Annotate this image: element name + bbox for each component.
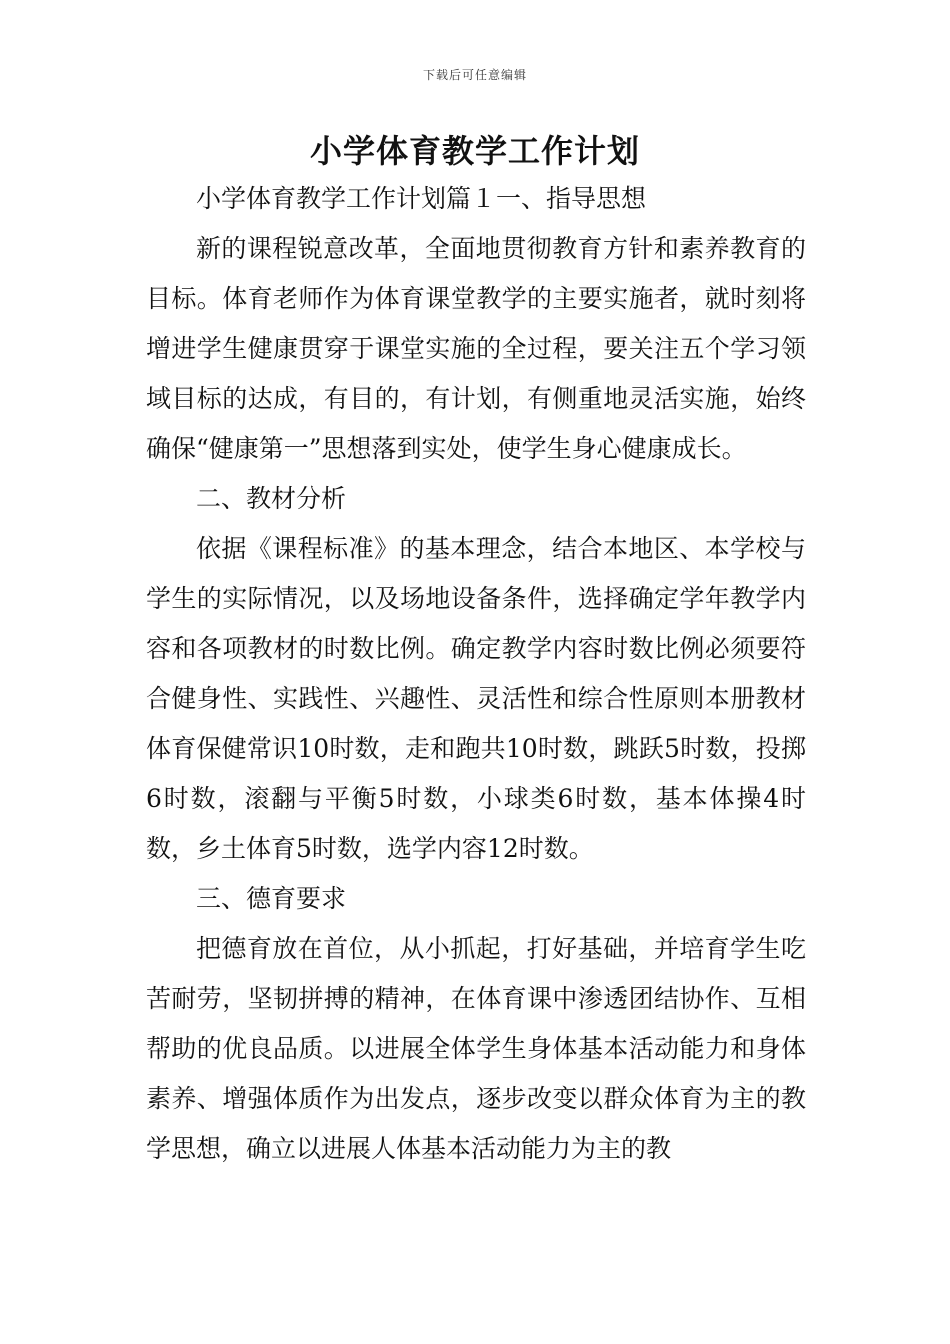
page-header-note: 下载后可任意编辑 xyxy=(422,68,527,82)
paragraph-moral-education: 把德育放在首位，从小抓起，打好基础，并培育学生吃苦耐劳，坚韧拼搏的精神，在体育课中渗透团结协作、互相帮助的优良品质。以进展全体学生身体基本活动能力和身体素养、增强体质作为出发点，逐步改变以群众体育为主的教学思想，确立以进展人体基本活动能力为主的教 xyxy=(146,934,806,1163)
paragraph-section-two-heading: 二、教材分析 xyxy=(196,484,347,513)
document-title: 小学体育教学工作计划 xyxy=(309,132,640,170)
paragraph-guiding-ideology: 新的课程锐意改革，全面地贯彻教育方针和素养教育的目标。体育老师作为体育课堂教学的主要实施者，就时刻将增进学生健康贯穿于课堂实施的全过程，要关注五个学习领域目标的达成，有目的，有计划，有侧重地灵活实施，始终确保“健康第一”思想落到实处，使学生身心健康成长。 xyxy=(146,234,806,463)
paragraph-section-three-heading: 三、德育要求 xyxy=(196,884,347,913)
paragraph-materials-analysis: 依据《课程标准》的基本理念，结合本地区、本学校与学生的实际情况，以及场地设备条件，选择确定学年教学内容和各项教材的时数比例。确定教学内容时数比例必须要符合健身性、实践性、兴趣性、灵活性和综合性原则本册教材体育保健常识10时数，走和跑共10时数，跳跃5时数，投掷6时数，滚翻与平衡5时数，小球类6时数，基本体操4时数，乡土体育5时数，选学内容12时数。 xyxy=(146,534,806,863)
document-body xyxy=(146,174,806,1174)
paragraph-section-one-heading: 小学体育教学工作计划篇１一、指导思想 xyxy=(196,184,647,213)
